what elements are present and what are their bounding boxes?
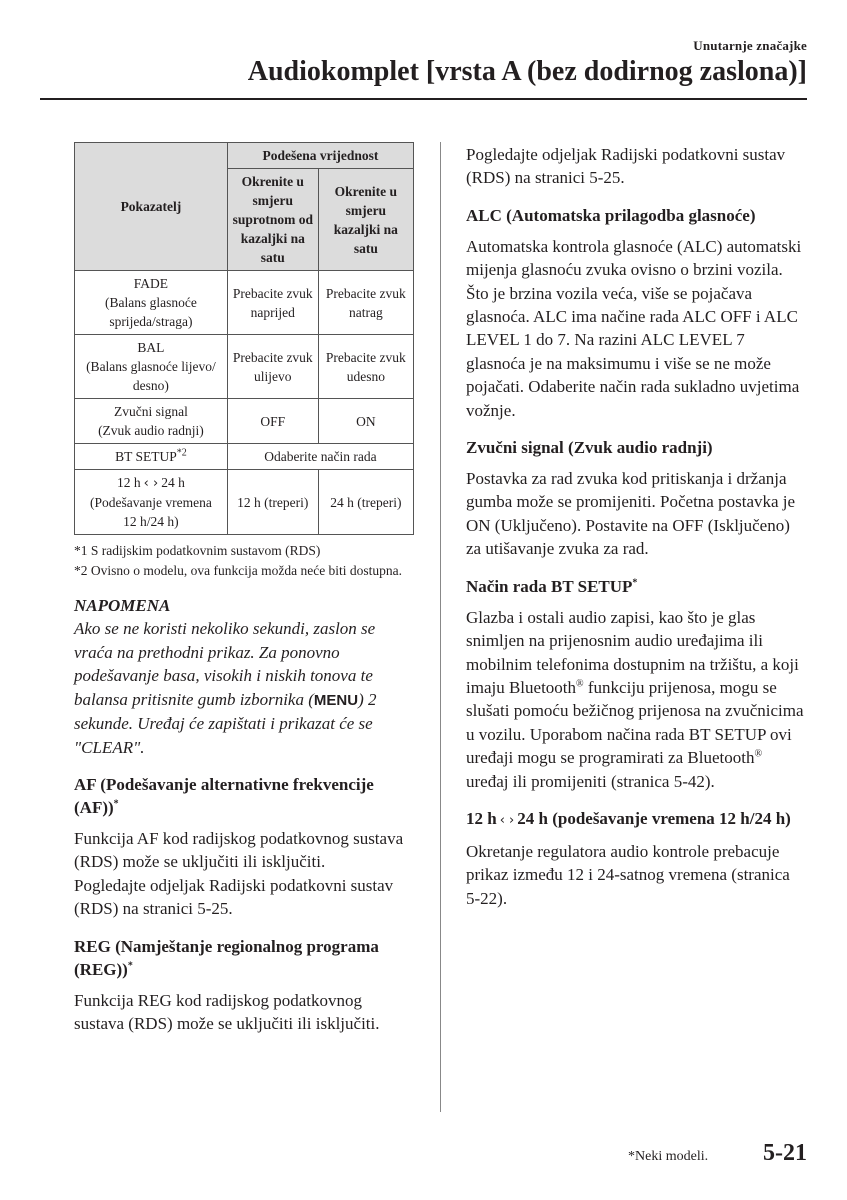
menu-key-label: MENU xyxy=(313,691,359,709)
table-row xyxy=(75,271,414,335)
note-title: NAPOMENA xyxy=(74,596,171,615)
indicator-line: sprijeda/straga) xyxy=(109,314,193,329)
row-indicator xyxy=(75,271,228,335)
af-reference: Pogledajte odjeljak Radijski podatkovni sustav (RDS) na stranici 5-25. xyxy=(74,875,394,919)
indicator-line: BAL xyxy=(137,340,165,355)
table-row xyxy=(75,399,414,444)
row-indicator xyxy=(75,399,228,444)
alc-heading: ALC (Automatska prilagodba glasnoće) xyxy=(466,205,756,225)
table-row xyxy=(75,444,414,470)
row-indicator xyxy=(75,444,228,470)
table-header-cw: Okrenite u smjeru kazaljki na satu xyxy=(318,169,413,271)
footnote-mark: *2 xyxy=(176,447,187,459)
beep-heading: Zvučni signal (Zvuk audio radnji) xyxy=(466,438,713,458)
row-indicator xyxy=(75,335,228,399)
beep-paragraph: Postavka za rad zvuka kod pritiskanja i držanja gumba može se promijeniti. Početna postavka je ON (Uključeno). Postavite na OFF (Isključeno) za utišavanje zvuka za rad. xyxy=(466,469,796,559)
table-header-indicator: Pokazatelj xyxy=(75,143,228,271)
reg-heading xyxy=(74,935,414,981)
bt-setup-heading xyxy=(466,575,806,598)
row-ccw-value: Prebacite zvuk ulijevo xyxy=(227,335,318,399)
indicator-line: BT SETUP xyxy=(115,449,177,464)
footnote: *2 Ovisno o modelu, ova funkcija možda neće biti dostupna. xyxy=(74,562,403,578)
footnote-mark: * xyxy=(632,577,638,589)
indicator-line: 12 h xyxy=(117,475,141,490)
heading-text: Način rada BT SETUP xyxy=(466,576,633,596)
indicator-line: FADE xyxy=(133,276,169,291)
row-cw-value: 24 h (treperi) xyxy=(318,470,413,535)
left-column xyxy=(74,142,414,1035)
note-body xyxy=(74,617,414,759)
table-header-ccw: Okrenite u smjeru suprotnom od kazaljki na satu xyxy=(227,169,318,271)
registered-mark: ® xyxy=(576,678,584,690)
indicator-line: 24 h xyxy=(161,475,185,490)
page-number: 5-21 xyxy=(763,1140,807,1166)
footnote-mark: * xyxy=(127,959,133,971)
row-ccw-value: Prebacite zvuk naprijed xyxy=(227,271,318,335)
left-right-arrows-icon: ‹ › xyxy=(143,476,159,491)
rds-reference: Pogledajte odjeljak Radijski podatkovni sustav (RDS) na stranici 5-25. xyxy=(466,145,786,188)
row-ccw-value: 12 h (treperi) xyxy=(227,470,318,535)
right-column xyxy=(466,143,806,910)
row-ccw-value: OFF xyxy=(227,399,318,444)
af-paragraph: Funkcija AF kod radijskog podatkovnog sustava (RDS) može se uključiti ili isključiti. xyxy=(74,829,404,872)
indicator-line: desno) xyxy=(132,378,169,393)
table-row xyxy=(75,335,414,399)
footnote-mark: * xyxy=(113,798,119,810)
column-divider xyxy=(440,142,441,1112)
table-footnotes xyxy=(74,541,414,580)
bt-setup-paragraph xyxy=(466,606,806,793)
time-format-paragraph: Okretanje regulatora audio kontrole prebacuje prikaz između 12 i 24-satnog vremena (stranica 5-22). xyxy=(466,841,790,908)
time-format-heading xyxy=(466,807,806,832)
settings-table xyxy=(74,142,414,535)
indicator-line: (Balans glasnoće xyxy=(105,295,197,310)
row-cw-value: Prebacite zvuk natrag xyxy=(318,271,413,335)
heading-text: AF (Podešavanje alternativne frekvencije (AF)) xyxy=(74,775,374,817)
footnote: *1 S radijskim podatkovnim sustavom (RDS) xyxy=(74,543,321,558)
paragraph-text: Glazba i ostali audio zapisi, kao što je glas snimljen na prijenosnim audio uređajima ili mobilnim telefonima dostupnim na tržištu, a koji imaju Bluetooth xyxy=(466,607,799,697)
row-cw-value: ON xyxy=(318,399,413,444)
row-merged-value: Odaberite način rada xyxy=(227,444,413,470)
footer-note: *Neki modeli. xyxy=(628,1149,709,1164)
table-row xyxy=(75,470,414,535)
note-text: Ako se ne koristi nekoliko sekundi, zaslon se vraća na prethodni prikaz. Za ponovno podešavanje basa, visokih i niskih tonova te balansa pritisnite gumb izbornika ( xyxy=(74,619,376,709)
row-indicator xyxy=(75,470,228,535)
indicator-line: Zvučni signal xyxy=(113,404,188,419)
registered-mark: ® xyxy=(754,748,763,760)
indicator-line: (Podešavanje vremena xyxy=(90,495,212,510)
paragraph-text: funkciju prijenosa, mogu se slušati pomoću bežičnog prijenosa na zvučnicima u vozilu. Uporabom načina rada BT SETUP ovi uređaji mogu se programirati za Bluetooth xyxy=(466,677,804,768)
af-heading xyxy=(74,773,414,819)
indicator-line: 12 h/24 h) xyxy=(123,514,179,529)
heading-text: 12 h xyxy=(466,808,497,828)
left-right-arrows-icon: ‹ › xyxy=(499,812,515,828)
heading-text: 24 h (podešavanje vremena 12 h/24 h) xyxy=(517,808,791,828)
note-text: ) 2 sekunde. Uređaj će zapištati i prikazat će se "CLEAR". xyxy=(74,689,377,757)
indicator-line: (Zvuk audio radnji) xyxy=(98,423,204,438)
section-label: Unutarnje značajke xyxy=(693,38,807,53)
paragraph-text: uređaj ili promijeniti (stranica 5-42). xyxy=(466,771,715,791)
row-cw-value: Prebacite zvuk udesno xyxy=(318,335,413,399)
page-title: Audiokomplet [vrsta A (bez dodirnog zaslona)] xyxy=(247,56,807,87)
heading-text: REG (Namještanje regionalnog programa (REG)) xyxy=(74,936,379,979)
reg-paragraph: Funkcija REG kod radijskog podatkovnog sustava (RDS) može se uključiti ili isključiti. xyxy=(74,990,380,1034)
indicator-line: (Balans glasnoće lijevo/ xyxy=(86,359,216,374)
table-header-setting: Podešena vrijednost xyxy=(227,143,413,169)
alc-paragraph: Automatska kontrola glasnoće (ALC) automatski mijenja glasnoću zvuka ovisno o brzini vozila. Što je brzina vozila veća, više se pojačava glasnoća. ALC ima načine rada ALC OFF i ALC LEVEL 1 do 7. Na razini ALC LEVEL 7 glasnoća je na maksimumu i više se ne može pojačati. Odaberite način rada sukladno uvjetima vožnje. xyxy=(466,236,802,420)
header-rule xyxy=(40,98,807,100)
